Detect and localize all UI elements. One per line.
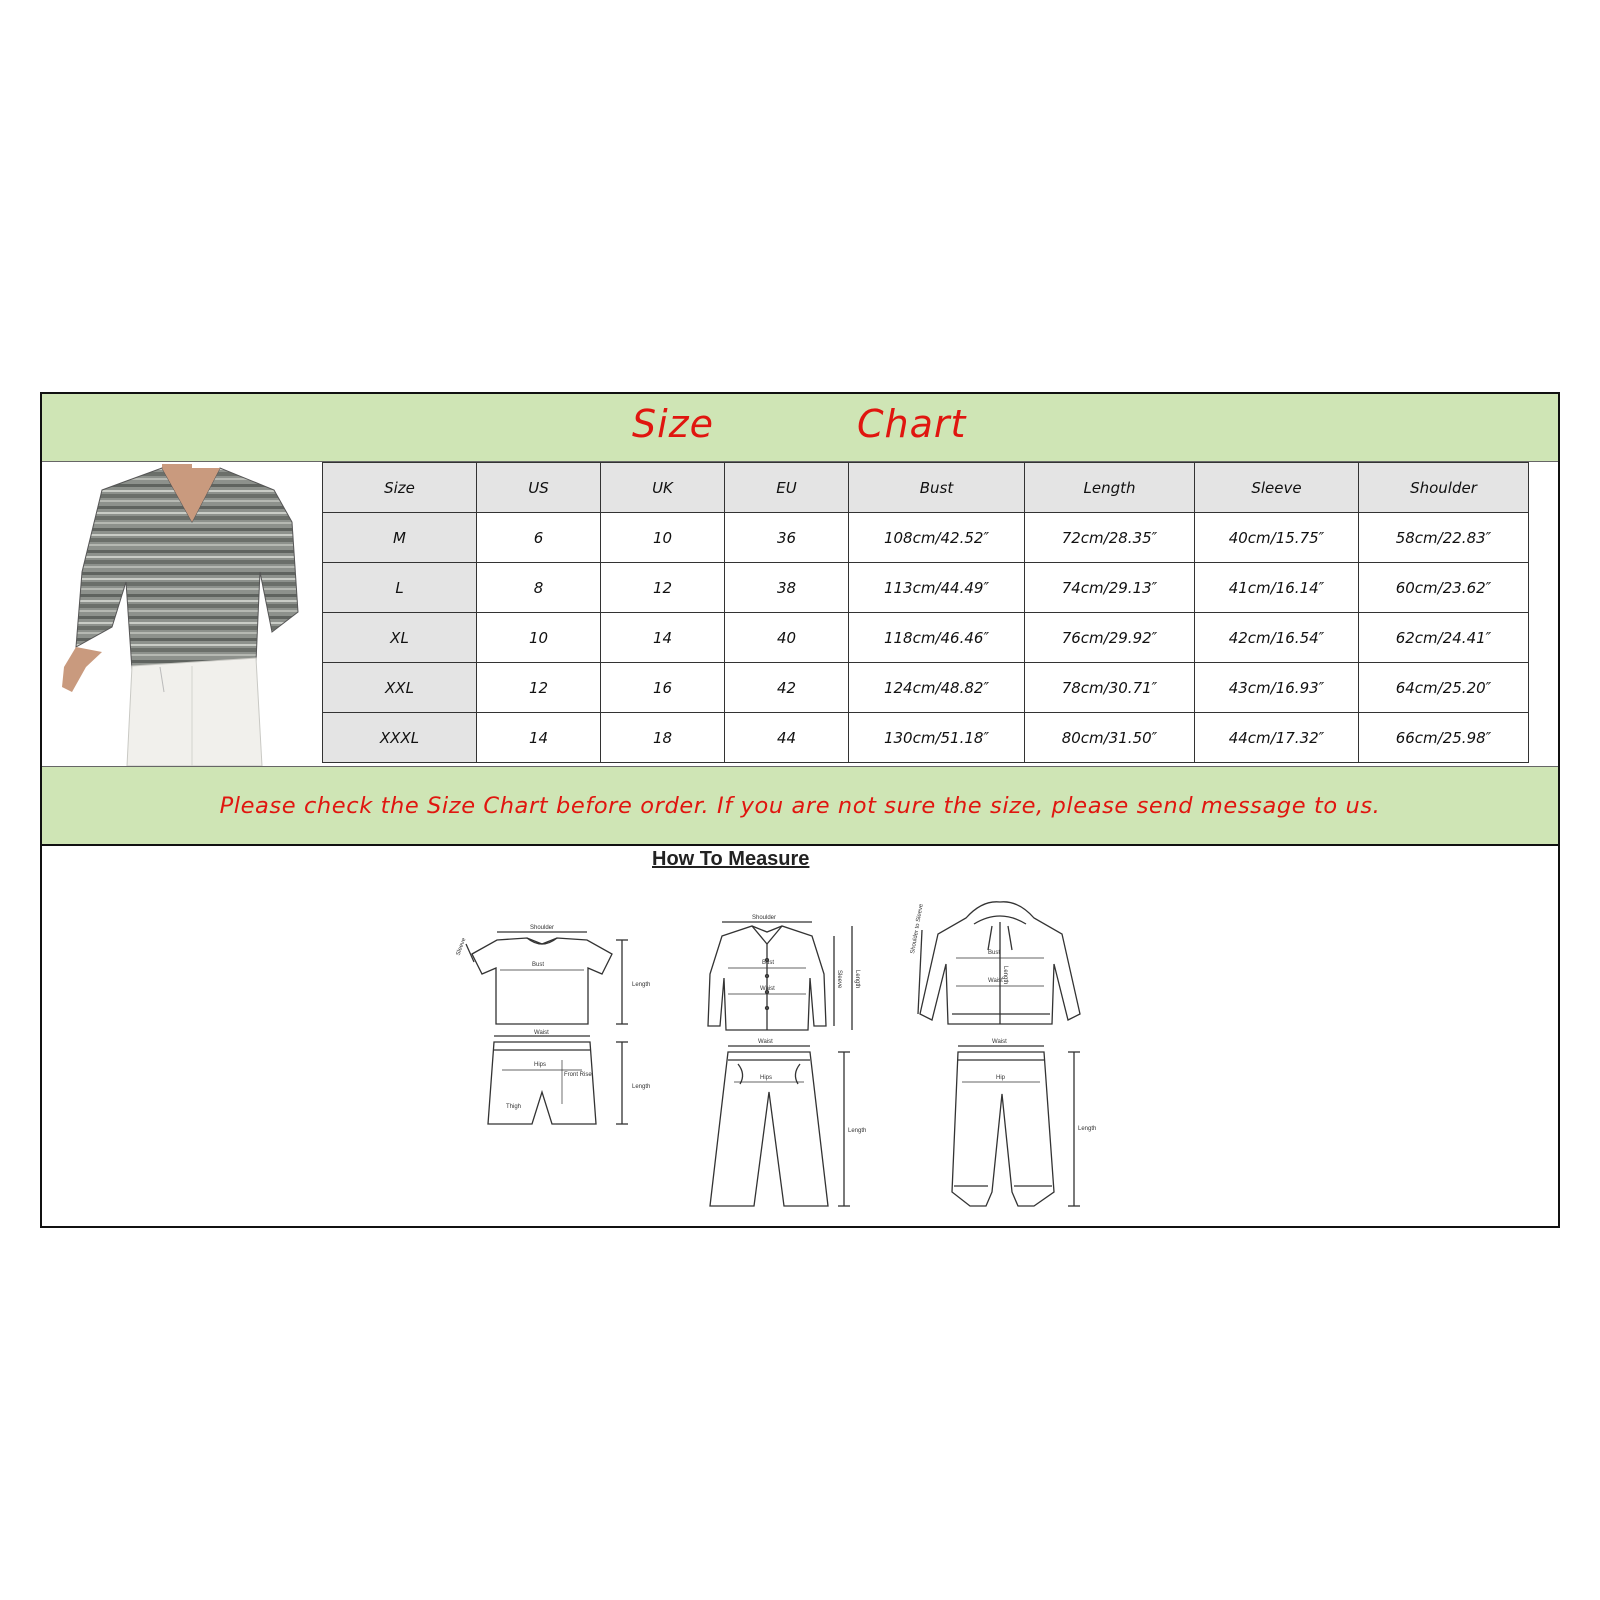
- notice-text: Please check the Size Chart before order. If you are not sure the size, please send message to us.: [219, 792, 1381, 819]
- header-bust: Bust: [849, 463, 1025, 513]
- table-row: [323, 713, 1529, 763]
- label-length-tshirt: Length: [632, 982, 651, 988]
- label-shoulder-shirt: Shoulder: [752, 915, 777, 921]
- table-cell: 43cm/16.93″: [1195, 663, 1359, 713]
- label-length-shorts: Length: [632, 1084, 651, 1090]
- label-waist-pants: Waist: [758, 1039, 773, 1045]
- label-hip-jogger: Hip: [996, 1075, 1006, 1081]
- table-cell: 60cm/23.62″: [1359, 563, 1529, 613]
- label-waist-hoodie: Waist: [988, 978, 1003, 984]
- table-cell: 118cm/46.46″: [849, 613, 1025, 663]
- size-chart-frame: [40, 392, 1560, 1228]
- table-cell: XXXL: [323, 713, 477, 763]
- label-length-hoodie: Length: [1002, 966, 1008, 985]
- hoodie-diagram: [918, 902, 1080, 1024]
- label-length-shirt: Length: [854, 970, 860, 989]
- table-header-row: [323, 463, 1529, 513]
- label-length-jogger: Length: [1078, 1126, 1097, 1132]
- label-waist-shorts: Waist: [534, 1030, 549, 1036]
- table-cell: 18: [601, 713, 725, 763]
- table-cell: 124cm/48.82″: [849, 663, 1025, 713]
- label-bust-shirt: Bust: [762, 960, 775, 966]
- header-us: US: [477, 463, 601, 513]
- label-front-rise: Front Rise: [564, 1072, 592, 1078]
- label-hips-shorts: Hips: [534, 1062, 547, 1068]
- how-to-measure-title: How To Measure: [652, 848, 810, 870]
- header-size: Size: [323, 463, 477, 513]
- table-cell: 44cm/17.32″: [1195, 713, 1359, 763]
- label-hips-pants: Hips: [760, 1075, 773, 1081]
- table-cell: 76cm/29.92″: [1025, 613, 1195, 663]
- title-band: [42, 394, 1558, 462]
- table-cell: 12: [477, 663, 601, 713]
- measure-diagrams: [422, 874, 1142, 1214]
- label-waist-jogger: Waist: [992, 1039, 1007, 1045]
- label-length-pants: Length: [848, 1128, 867, 1134]
- label-bust: Bust: [532, 962, 545, 968]
- header-shoulder: Shoulder: [1359, 463, 1529, 513]
- table-cell: 113cm/44.49″: [849, 563, 1025, 613]
- table-cell: 64cm/25.20″: [1359, 663, 1529, 713]
- header-uk: UK: [601, 463, 725, 513]
- shirt-diagram: [708, 922, 852, 1030]
- table-cell: XXL: [323, 663, 477, 713]
- label-thigh: Thigh: [506, 1104, 522, 1110]
- table-cell: L: [323, 563, 477, 613]
- table-cell: 6: [477, 513, 601, 563]
- table-cell: XL: [323, 613, 477, 663]
- title-size: Size: [632, 402, 715, 446]
- pants-diagram: [710, 1046, 850, 1206]
- table-cell: 10: [601, 513, 725, 563]
- table-cell: 74cm/29.13″: [1025, 563, 1195, 613]
- product-photo: [42, 462, 322, 766]
- notice-band: [42, 766, 1558, 846]
- table-cell: 80cm/31.50″: [1025, 713, 1195, 763]
- label-shoulder: Shoulder: [530, 925, 555, 931]
- table-cell: 66cm/25.98″: [1359, 713, 1529, 763]
- table-row: [323, 663, 1529, 713]
- table-cell: 130cm/51.18″: [849, 713, 1025, 763]
- table-cell: 58cm/22.83″: [1359, 513, 1529, 563]
- table-cell: 14: [477, 713, 601, 763]
- tshirt-diagram: [466, 932, 628, 1024]
- table-cell: 72cm/28.35″: [1025, 513, 1195, 563]
- label-sleeve-shirt: Sleeve: [836, 970, 842, 989]
- table-row: [323, 563, 1529, 613]
- table-cell: 78cm/30.71″: [1025, 663, 1195, 713]
- table-cell: 38: [725, 563, 849, 613]
- table-cell: 8: [477, 563, 601, 613]
- table-cell: 14: [601, 613, 725, 663]
- table-cell: 41cm/16.14″: [1195, 563, 1359, 613]
- table-row: [323, 513, 1529, 563]
- jogger-diagram: [952, 1046, 1080, 1206]
- table-cell: 42: [725, 663, 849, 713]
- header-sleeve: Sleeve: [1195, 463, 1359, 513]
- table-cell: 40: [725, 613, 849, 663]
- label-sleeve-tshirt: Sleeve: [455, 937, 468, 957]
- table-cell: 62cm/24.41″: [1359, 613, 1529, 663]
- table-row: [323, 613, 1529, 663]
- table-cell: 12: [601, 563, 725, 613]
- label-bust-hoodie: Bust: [988, 950, 1001, 956]
- table-cell: 44: [725, 713, 849, 763]
- table-cell: 42cm/16.54″: [1195, 613, 1359, 663]
- label-waist-shirt: Waist: [760, 986, 775, 992]
- table-cell: 10: [477, 613, 601, 663]
- label-shoulder-to-sleeve: Shoulder to Sleeve: [910, 903, 925, 955]
- table-cell: 36: [725, 513, 849, 563]
- title-chart: Chart: [857, 402, 967, 446]
- size-table: [322, 462, 1529, 763]
- header-eu: EU: [725, 463, 849, 513]
- header-length: Length: [1025, 463, 1195, 513]
- shorts-diagram: [488, 1036, 628, 1124]
- table-cell: 40cm/15.75″: [1195, 513, 1359, 563]
- table-cell: M: [323, 513, 477, 563]
- table-cell: 16: [601, 663, 725, 713]
- table-cell: 108cm/42.52″: [849, 513, 1025, 563]
